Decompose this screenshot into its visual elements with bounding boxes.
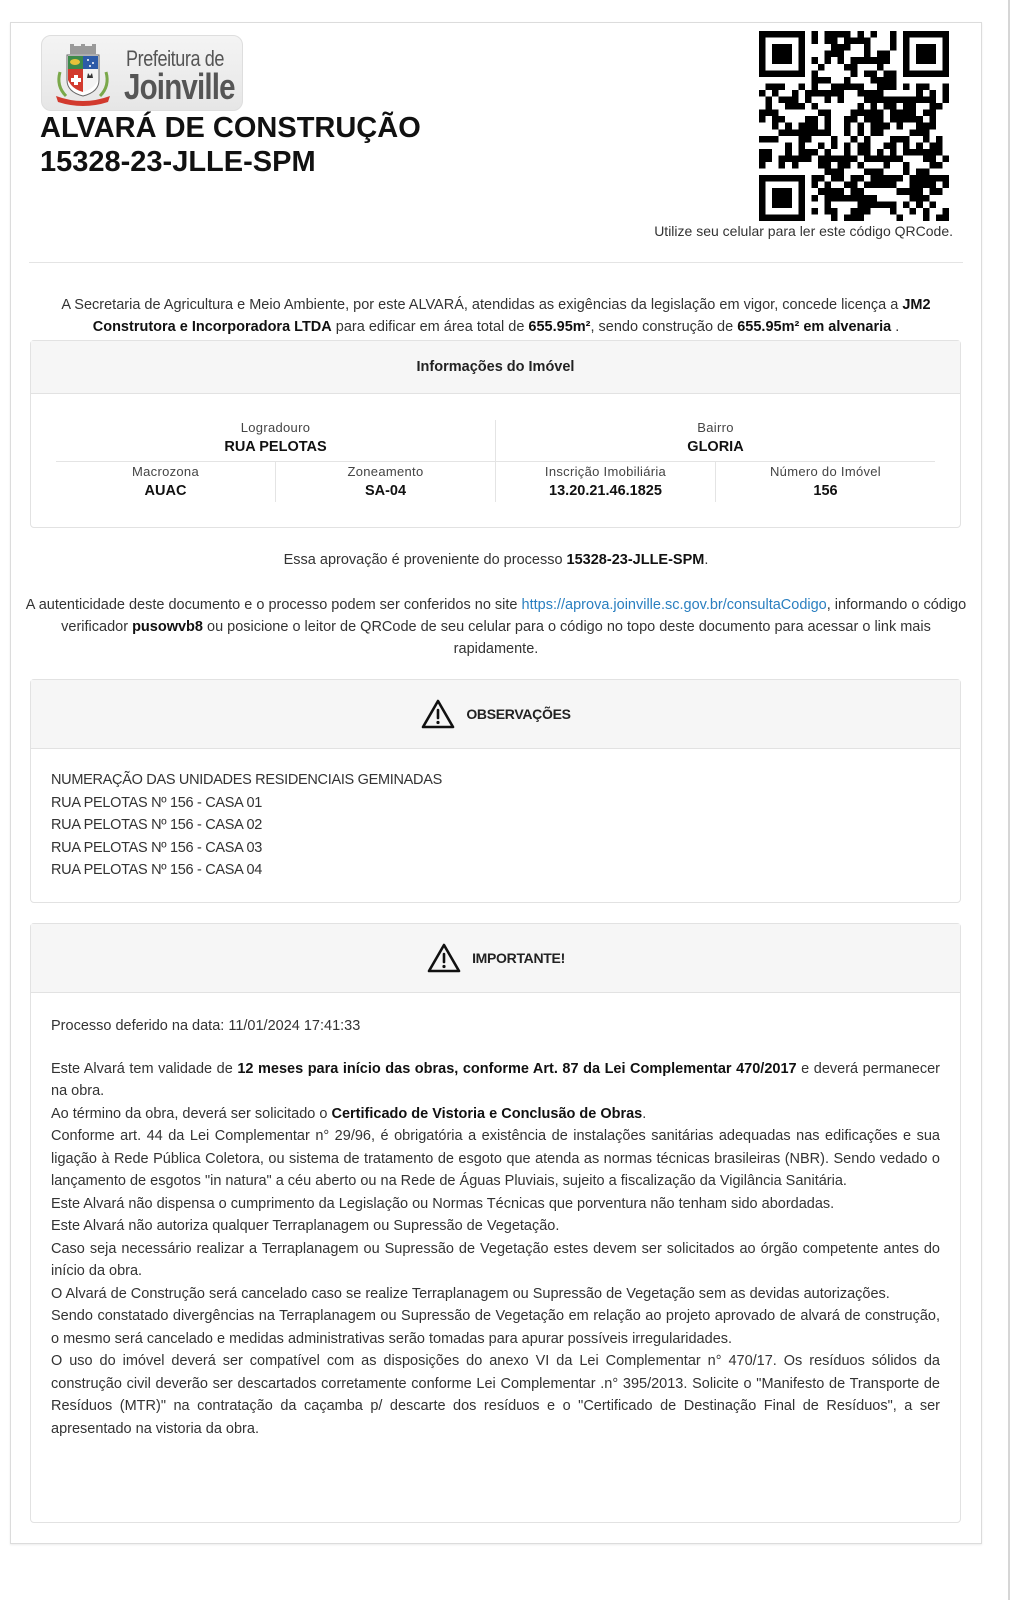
qr-code[interactable]: [759, 31, 949, 221]
authenticity-text: A autenticidade deste documento e o processo podem ser conferidos no site: [25, 597, 522, 613]
observacoes-panel: [30, 679, 961, 903]
rule-paragraph: Este Alvará não dispensa o cumprimento da Legislação ou Normas Técnicas que porventura não tenham sido abordadas.: [51, 1195, 835, 1212]
field-label: Número do Imóvel: [769, 464, 881, 479]
field-label: Macrozona: [131, 464, 199, 479]
paragraph-text: Ao término da obra, deverá ser solicitado o: [51, 1105, 332, 1122]
rule-paragraph: Sendo constatado divergências na Terraplanagem ou Supressão de Vegetação em relação ao projeto aprovado de alvará de construção, o mesmo será cancelado e medidas administrativas serão tomadas para apurar possíveis irregularidades.: [51, 1308, 940, 1347]
field-label: Logradouro: [240, 420, 311, 435]
process-number: 15328-23-JLLE-SPM: [566, 552, 705, 568]
logo-text-joinville: Joinville: [124, 66, 235, 107]
field-label: Bairro: [697, 420, 734, 435]
alvara-document: [10, 22, 982, 1544]
rule-paragraph: O uso do imóvel deverá ser compatível com as disposições do anexo VI da Lei Complementar n° 470/17. Os resíduos sólidos da construção civil deverão ser descartados corretamente conforme Lei Complementar .n° 395/2013. Solicite o "Manifesto de Transporte de Resíduos (MTR)" na contratação da caçamba p/ descarte dos resíduos e o "Certificado de Destinação Final de Resíduos", a ser apresentado na vistoria da obra.: [51, 1353, 940, 1437]
importante-title: IMPORTANTE!: [472, 950, 565, 966]
approval-text: .: [704, 552, 709, 568]
rule-paragraph: Conforme art. 44 da Lei Complementar n° 29/96, é obrigatória a existência de instalações sanitárias adequadas nas edificações e sua ligação à Rede Pública Coletora, ou sistema de tratamento de esgoto que atenda as normas técnicas brasileiras (NBR). Sendo vedado o lançamento de esgotos "in natura" a céu aberto ou na Rede de Águas Pluviais, sujeito a fiscalização da Vigilância Sanitária.: [51, 1128, 940, 1189]
rule-paragraph: Este Alvará não autoriza qualquer Terraplanagem ou Supressão de Vegetação.: [51, 1218, 560, 1234]
validity-term: 12 meses para início das obras, conforme Art. 87 da Lei Complementar 470/2017: [237, 1060, 797, 1077]
page-title: [40, 111, 421, 179]
intro-text: para edificar em área total de: [331, 319, 529, 335]
observacoes-body: [31, 749, 960, 902]
property-info-title: Informações do Imóvel: [31, 341, 960, 394]
grid-divider: [56, 461, 935, 462]
approval-statement: [11, 552, 981, 568]
field-value: 156: [813, 483, 838, 499]
header-divider: [29, 262, 963, 263]
field-zoneamento: [276, 464, 495, 499]
title-process-number: 15328-23-JLLE-SPM: [40, 146, 316, 178]
city-crest-icon: [52, 42, 114, 106]
field-label: Inscrição Imobiliária: [544, 464, 667, 479]
page-edge-divider: [1008, 0, 1010, 1600]
field-value: AUAC: [144, 483, 187, 499]
rule-paragraph: O Alvará de Construção será cancelado caso se realize Terraplanagem ou Supressão de Vegetação sem as devidas autorizações.: [51, 1285, 890, 1302]
observacoes-title: OBSERVAÇÕES: [466, 706, 571, 722]
observation-line: RUA PELOTAS Nº 156 - CASA 04: [51, 862, 262, 878]
observation-line: RUA PELOTAS Nº 156 - CASA 02: [51, 817, 262, 833]
license-statement: [31, 294, 961, 338]
field-value: SA-04: [364, 483, 407, 499]
field-value: 13.20.21.46.1825: [549, 483, 662, 499]
paragraph-text: Este Alvará tem validade de: [51, 1060, 238, 1077]
verification-link[interactable]: https://aprova.joinville.sc.gov.br/consultaCodigo: [521, 597, 827, 613]
field-numero-imovel: [716, 464, 935, 499]
intro-text: , sendo construção de: [590, 319, 738, 335]
field-value: GLORIA: [687, 439, 744, 455]
field-bairro: [496, 420, 935, 455]
total-area: 655.95m²: [528, 319, 591, 335]
completion-paragraph: [51, 1103, 940, 1126]
approval-text: Essa aprovação é proveniente do processo: [283, 552, 567, 568]
authenticity-text: , informando o código verificador: [61, 597, 967, 635]
rule-paragraph: Caso seja necessário realizar a Terraplanagem ou Supressão de Vegetação estes devem ser solicitados ao órgão competente antes do início da obra.: [51, 1240, 940, 1279]
field-macrozona: [56, 464, 275, 499]
field-inscricao-imobiliaria: [496, 464, 715, 499]
observation-line: RUA PELOTAS Nº 156 - CASA 01: [51, 794, 262, 811]
field-logradouro: [56, 420, 495, 455]
observation-line: NUMERAÇÃO DAS UNIDADES RESIDENCIAIS GEMINADAS: [51, 772, 442, 788]
importante-header: [31, 924, 960, 993]
importante-body: [31, 993, 960, 1440]
licensee-name: JM2 Construtora e Incorporadora LTDA: [92, 297, 931, 335]
field-value: RUA PELOTAS: [224, 439, 327, 455]
prefeitura-logo: [41, 35, 243, 111]
intro-text: A Secretaria de Agricultura e Meio Ambiente, por este ALVARÁ, atendidas as exigências da legislação em vigor, concede licença a: [61, 297, 903, 313]
intro-text: .: [891, 319, 900, 335]
observation-line: RUA PELOTAS Nº 156 - CASA 03: [51, 839, 262, 856]
importante-panel: [30, 923, 961, 1523]
certificate-name: Certificado de Vistoria e Conclusão de Obras: [331, 1105, 643, 1122]
deferral-date: Processo deferido na data: 11/01/2024 17:41:33: [51, 1018, 361, 1034]
validity-paragraph: [51, 1058, 940, 1103]
construction-area: 655.95m² em alvenaria: [737, 319, 892, 335]
observacoes-header: [31, 680, 960, 749]
qr-caption: Utilize seu celular para ler este código QRCode.: [654, 223, 953, 239]
warning-icon: [420, 698, 456, 730]
logo-text-prefeitura: Prefeitura de: [126, 46, 224, 71]
paragraph-text: .: [642, 1105, 647, 1122]
verification-code: pusowvb8: [132, 619, 203, 635]
field-label: Zoneamento: [347, 464, 424, 479]
title-document-type: ALVARÁ DE CONSTRUÇÃO: [40, 112, 421, 144]
paragraph-text: e deverá permanecer na obra.: [51, 1060, 941, 1099]
authenticity-statement: [21, 594, 971, 660]
property-info-panel: [30, 340, 961, 528]
authenticity-text: ou posicione o leitor de QRCode de seu celular para o código no topo deste documento para acessar o link mais rapidamente.: [202, 619, 931, 657]
warning-icon: [426, 942, 462, 974]
